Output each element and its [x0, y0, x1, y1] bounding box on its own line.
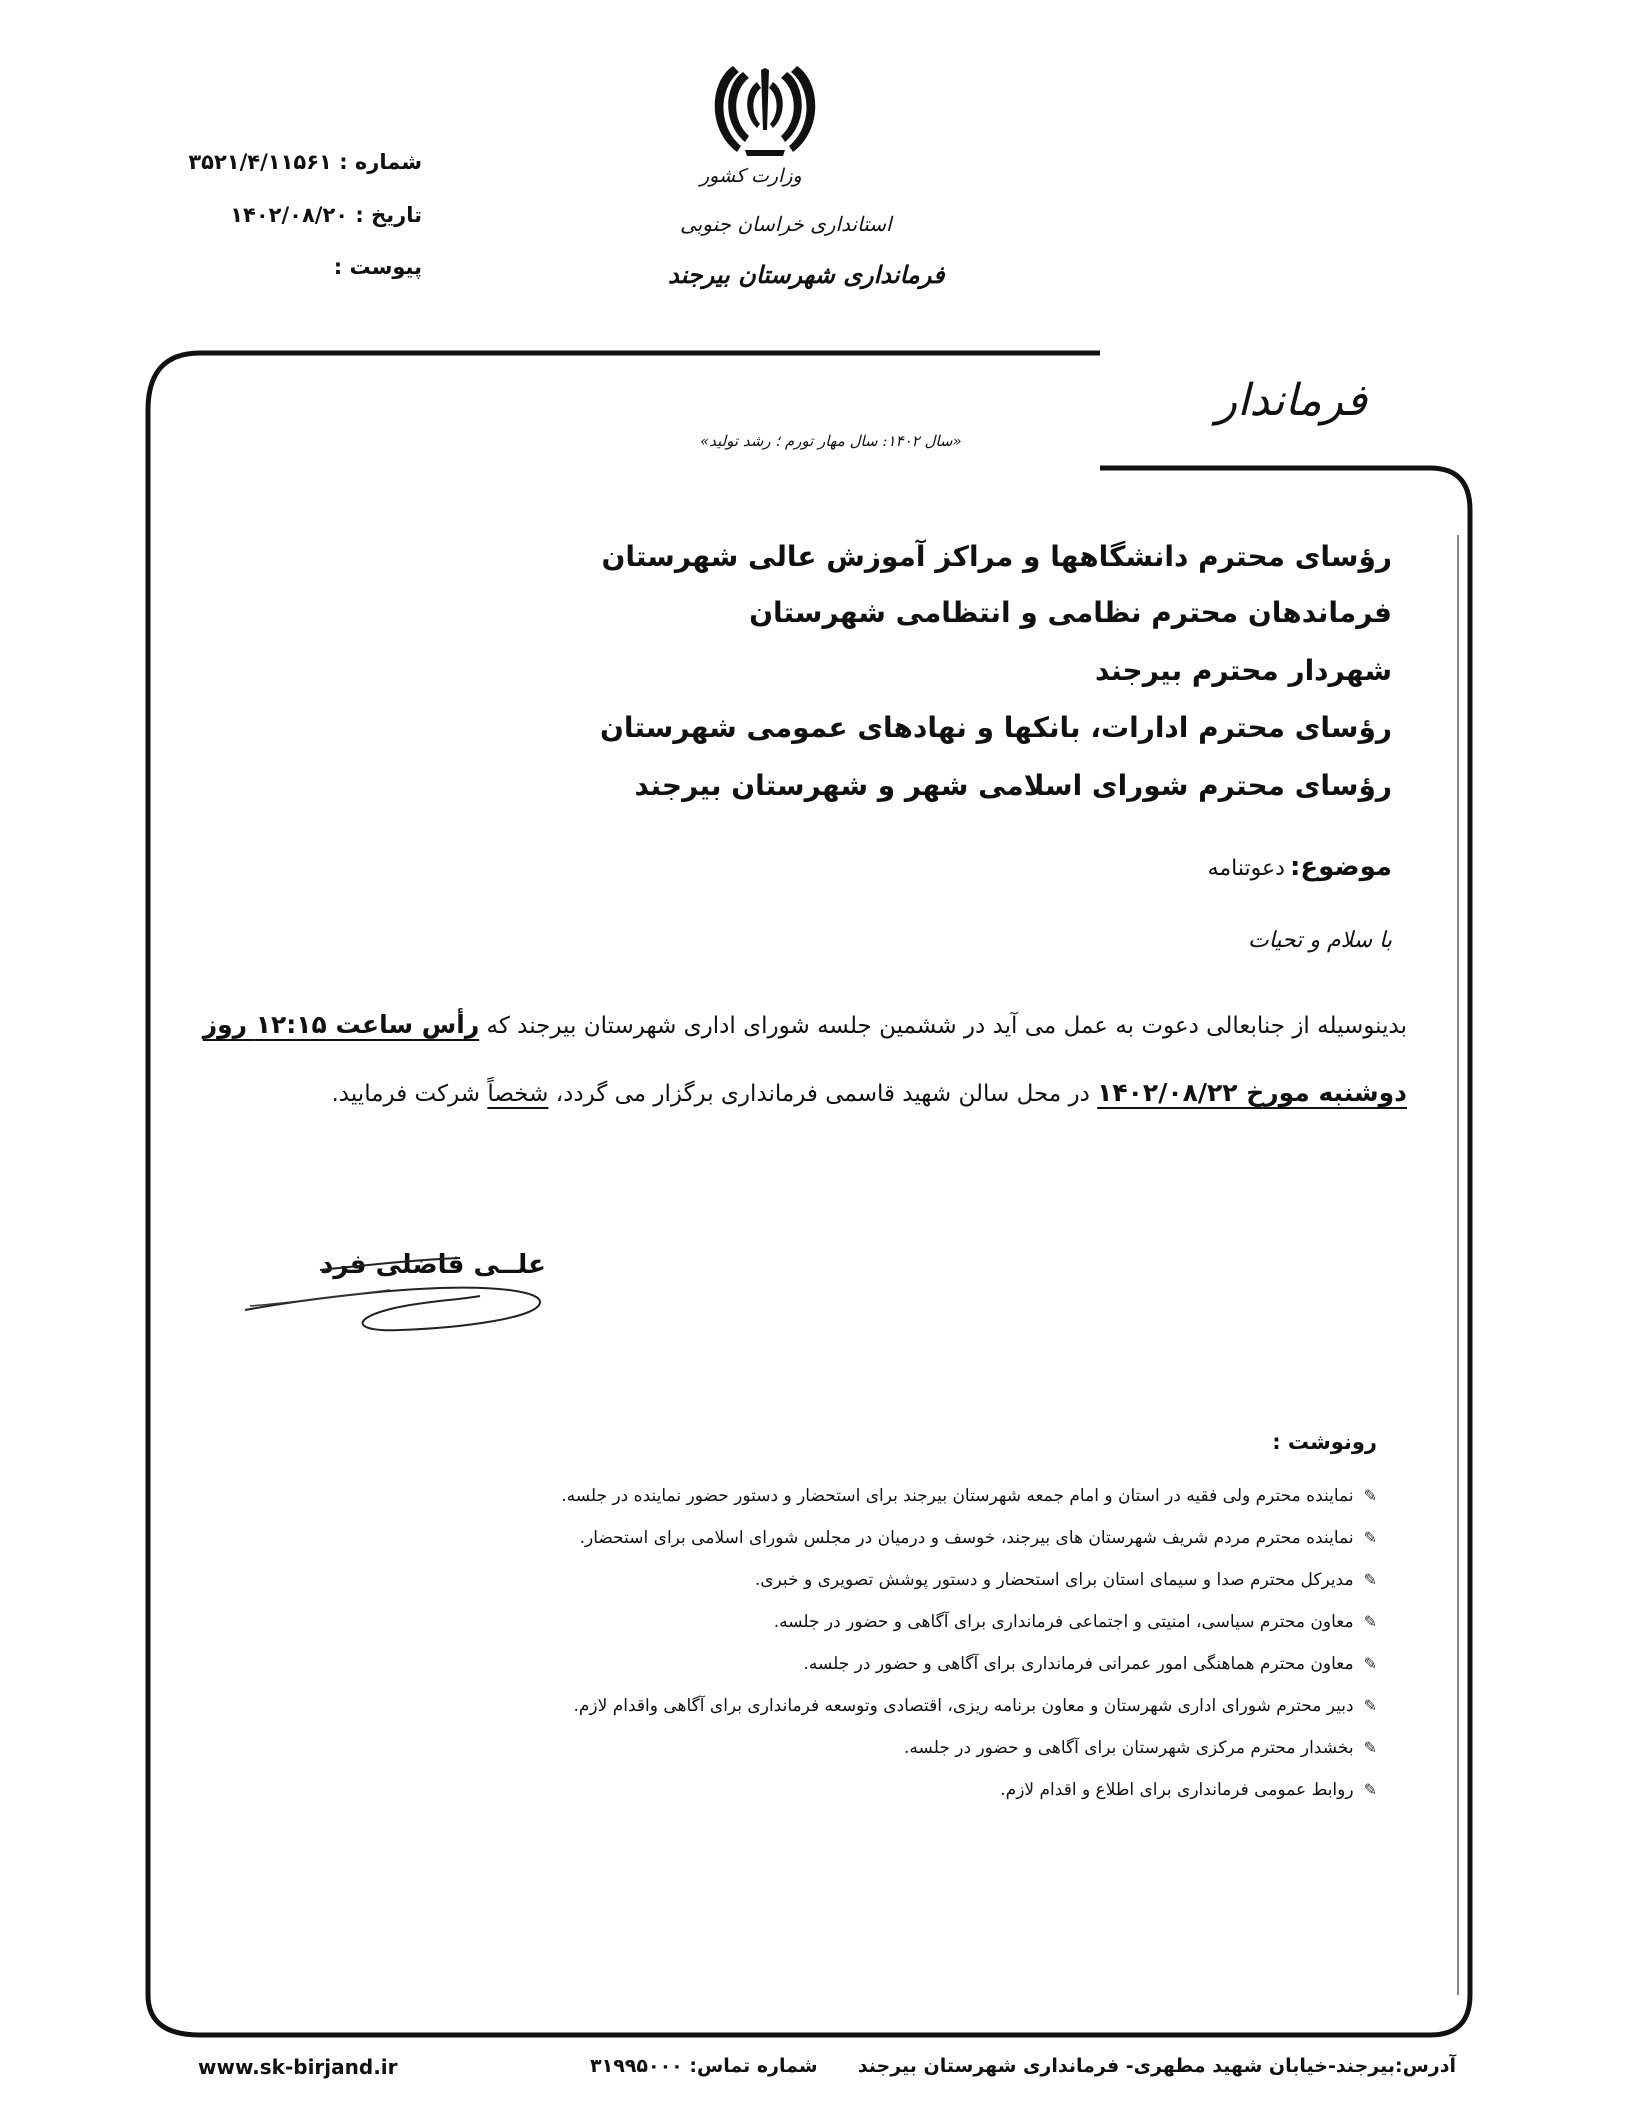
cc-item-text: نماینده محترم ولی فقیه در استان و امام جمعه شهرستان بیرجند برای استحضار و دستور حضور نماینده در جلسه. [561, 1486, 1354, 1506]
letter-date-value: ۱۴۰۲/۰۸/۲۰ [230, 203, 349, 227]
letter-number-label: شماره : [339, 150, 422, 174]
cc-item-text: بخشدار محترم مرکزی شهرستان برای آگاهی و حضور در جلسه. [904, 1738, 1354, 1758]
sender-title: فرماندار [1215, 375, 1367, 426]
letter-number-value: ۳۵۲۱/۴/۱۱۵۶۱ [188, 150, 332, 174]
year-slogan: «سال ۱۴۰۲: سال مهار تورم ؛ رشد تولید» [700, 432, 962, 450]
cc-item [573, 1696, 1377, 1716]
iran-emblem-icon [705, 60, 825, 160]
letter-number [188, 150, 422, 174]
recipient-line: رؤسای محترم دانشگاهها و مراکز آموزش عالی شهرستان [601, 540, 1392, 573]
pen-icon: ✎ [1363, 1570, 1377, 1589]
cc-item [580, 1528, 1377, 1548]
subject-label: موضوع: [1290, 852, 1392, 882]
cc-item [803, 1654, 1377, 1674]
signature-icon [240, 1240, 560, 1340]
cc-label: رونوشت : [1272, 1430, 1377, 1454]
body-line-2 [331, 1078, 1407, 1107]
cc-item [755, 1570, 1377, 1590]
recipient-line: رؤسای محترم شورای اسلامی شهر و شهرستان بیرجند [634, 769, 1392, 802]
ministry-name: وزارت کشور [700, 165, 802, 187]
signatory-name: علــی فاضلی فرد [320, 1250, 546, 1280]
pen-icon: ✎ [1363, 1654, 1377, 1673]
cc-item-text: معاون محترم هماهنگی امور عمرانی فرمانداری برای آگاهی و حضور در جلسه. [803, 1654, 1354, 1674]
body-text: شرکت فرمایید. [331, 1081, 481, 1107]
recipient-line: فرماندهان محترم نظامی و انتظامی شهرستان [749, 596, 1392, 629]
cc-item [1000, 1780, 1377, 1800]
letter-attachment-label: پیوست : [333, 255, 422, 279]
body-text: بدینوسیله از جنابعالی دعوت به عمل می آید در ششمین جلسه شورای اداری شهرستان بیرجند که [486, 1013, 1407, 1039]
recipient-line: رؤسای محترم ادارات، بانکها و نهادهای عمومی شهرستان [599, 711, 1392, 744]
meeting-time: رأس ساعت ۱۲:۱۵ روز [202, 1010, 480, 1039]
body-line-1 [203, 1010, 1407, 1039]
letter-date [230, 203, 422, 227]
subject-value: دعوتنامه [1207, 856, 1285, 881]
office-name: فرمانداری شهرستان بیرجند [668, 260, 945, 289]
cc-item-text: روابط عمومی فرمانداری برای اطلاع و اقدام لازم. [1000, 1780, 1354, 1800]
cc-item-text: دبیر محترم شورای اداری شهرستان و معاون برنامه ریزی، اقتصادی وتوسعه فرمانداری برای آگاهی واقدام لازم. [573, 1696, 1354, 1716]
cc-item [561, 1486, 1377, 1506]
subject [1208, 852, 1392, 882]
footer-website[interactable]: www.sk-birjand.ir [198, 2055, 398, 2079]
recipient-line: شهردار محترم بیرجند [1094, 654, 1392, 687]
personally-text: شخصاً [487, 1081, 549, 1107]
pen-icon: ✎ [1363, 1780, 1377, 1799]
cc-item-text: معاون محترم سیاسی، امنیتی و اجتماعی فرمانداری برای آگاهی و حضور در جلسه. [773, 1612, 1354, 1632]
meeting-date: دوشنبه مورخ ۱۴۰۲/۰۸/۲۲ [1097, 1078, 1407, 1107]
body-text: در محل سالن شهید قاسمی فرمانداری برگزار می گردد، [555, 1081, 1090, 1107]
greeting: با سلام و تحیات [1248, 928, 1392, 953]
cc-item [904, 1738, 1377, 1758]
cc-item [774, 1612, 1377, 1632]
cc-item-text: مدیرکل محترم صدا و سیمای استان برای استحضار و دستور پوشش تصویری و خبری. [754, 1570, 1354, 1590]
governorate-name: استانداری خراسان جنوبی [680, 212, 892, 236]
pen-icon: ✎ [1363, 1612, 1377, 1631]
pen-icon: ✎ [1363, 1528, 1377, 1547]
pen-icon: ✎ [1363, 1738, 1377, 1757]
cc-item-text: نماینده محترم مردم شریف شهرستان های بیرجند، خوسف و درمیان در مجلس شورای اسلامی برای استحضار. [579, 1528, 1354, 1548]
pen-icon: ✎ [1363, 1696, 1377, 1715]
letter-attachment [334, 255, 422, 279]
footer-address: آدرس:بیرجند-خیابان شهید مطهری- فرمانداری شهرستان بیرجند [857, 2055, 1456, 2077]
letter-date-label: تاریخ : [355, 203, 422, 227]
footer-phone: شماره تماس: ۳۱۹۹۵۰۰۰ [590, 2055, 818, 2077]
pen-icon: ✎ [1363, 1486, 1377, 1505]
